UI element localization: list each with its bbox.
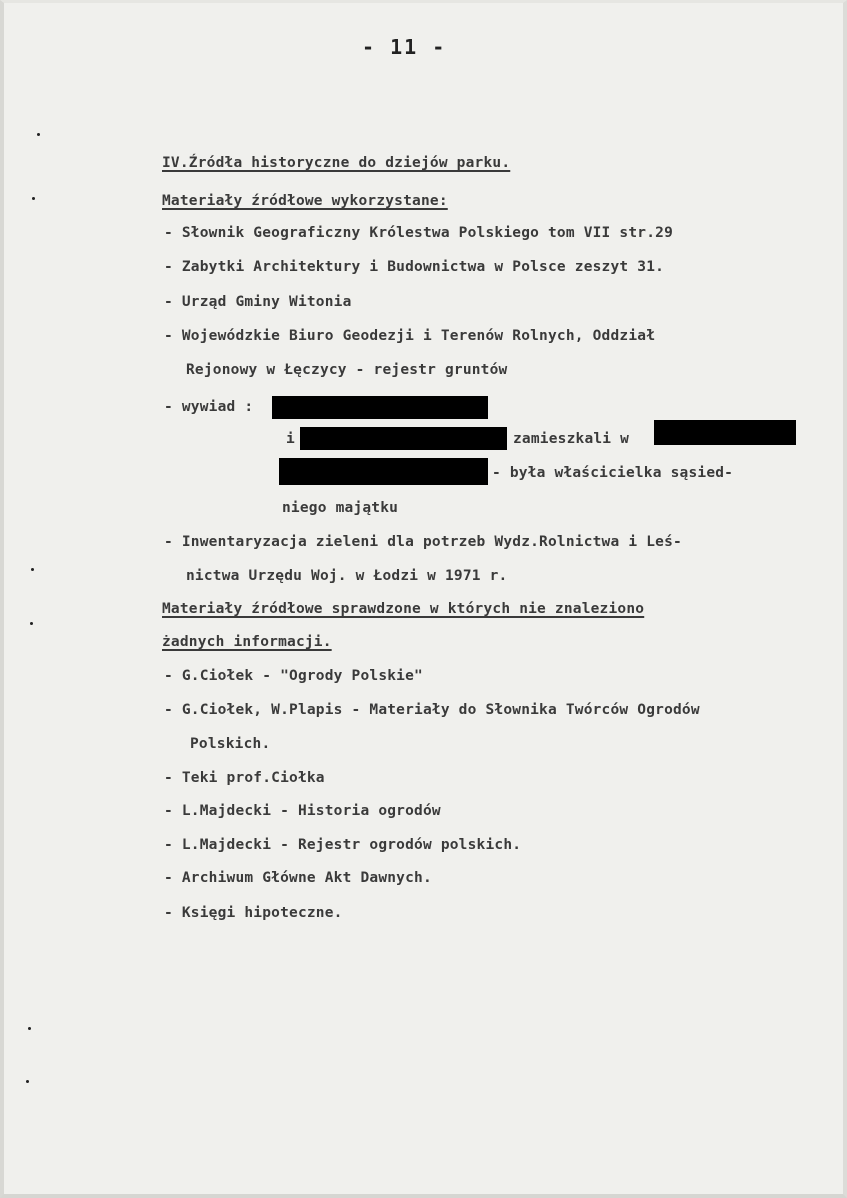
checked-sources-heading-continued: żadnych informacji. bbox=[162, 634, 332, 650]
margin-dot bbox=[30, 622, 33, 625]
inventory-item-continued: nictwa Urzędu Woj. w Łodzi w 1971 r. bbox=[186, 568, 508, 584]
redaction-bar bbox=[272, 396, 488, 419]
used-source-item: - Wojewódzkie Biuro Geodezji i Terenów Rolnych, Oddział bbox=[164, 328, 656, 344]
interview-owner-continued: niego majątku bbox=[282, 500, 399, 516]
interview-and: i bbox=[286, 431, 295, 447]
checked-source-item: - G.Ciołek, W.Plapis - Materiały do Słownika Twórców Ogrodów bbox=[164, 702, 700, 718]
used-source-item: - Urząd Gminy Witonia bbox=[164, 294, 352, 310]
checked-source-item: - Teki prof.Ciołka bbox=[164, 770, 325, 786]
used-sources-heading: Materiały źródłowe wykorzystane: bbox=[162, 193, 448, 209]
checked-source-item: - L.Majdecki - Historia ogrodów bbox=[164, 803, 441, 819]
section-heading: IV.Źródła historyczne do dziejów parku. bbox=[162, 155, 511, 171]
checked-source-item: - G.Ciołek - "Ogrody Polskie" bbox=[164, 668, 423, 684]
margin-dot bbox=[26, 1080, 29, 1083]
checked-source-item: - Księgi hipoteczne. bbox=[164, 905, 343, 921]
checked-source-item-continued: Polskich. bbox=[190, 736, 271, 752]
margin-dot bbox=[32, 197, 35, 200]
interview-lived-in: zamieszkali w bbox=[513, 431, 630, 447]
margin-dot bbox=[28, 1027, 31, 1030]
checked-sources-heading: Materiały źródłowe sprawdzone w których nie znaleziono bbox=[162, 601, 645, 617]
used-source-item-continued: Rejonowy w Łęczycy - rejestr gruntów bbox=[186, 362, 508, 378]
used-source-item: - Zabytki Architektury i Budownictwa w Polsce zeszyt 31. bbox=[164, 259, 665, 275]
used-source-item: - Słownik Geograficzny Królestwa Polskiego tom VII str.29 bbox=[164, 225, 673, 241]
margin-dot bbox=[31, 568, 34, 571]
interview-label: - wywiad : bbox=[164, 399, 254, 415]
inventory-item: - Inwentaryzacja zieleni dla potrzeb Wydz.Rolnictwa i Leś- bbox=[164, 534, 682, 550]
checked-source-item: - Archiwum Główne Akt Dawnych. bbox=[164, 870, 432, 886]
redaction-bar bbox=[300, 427, 507, 450]
redaction-bar bbox=[279, 458, 488, 485]
page-number: - 11 - bbox=[362, 35, 447, 59]
checked-source-item: - L.Majdecki - Rejestr ogrodów polskich. bbox=[164, 837, 522, 853]
margin-dot bbox=[37, 133, 40, 136]
interview-owner-text: - była właścicielka sąsied- bbox=[492, 465, 734, 481]
redaction-bar bbox=[654, 420, 796, 445]
